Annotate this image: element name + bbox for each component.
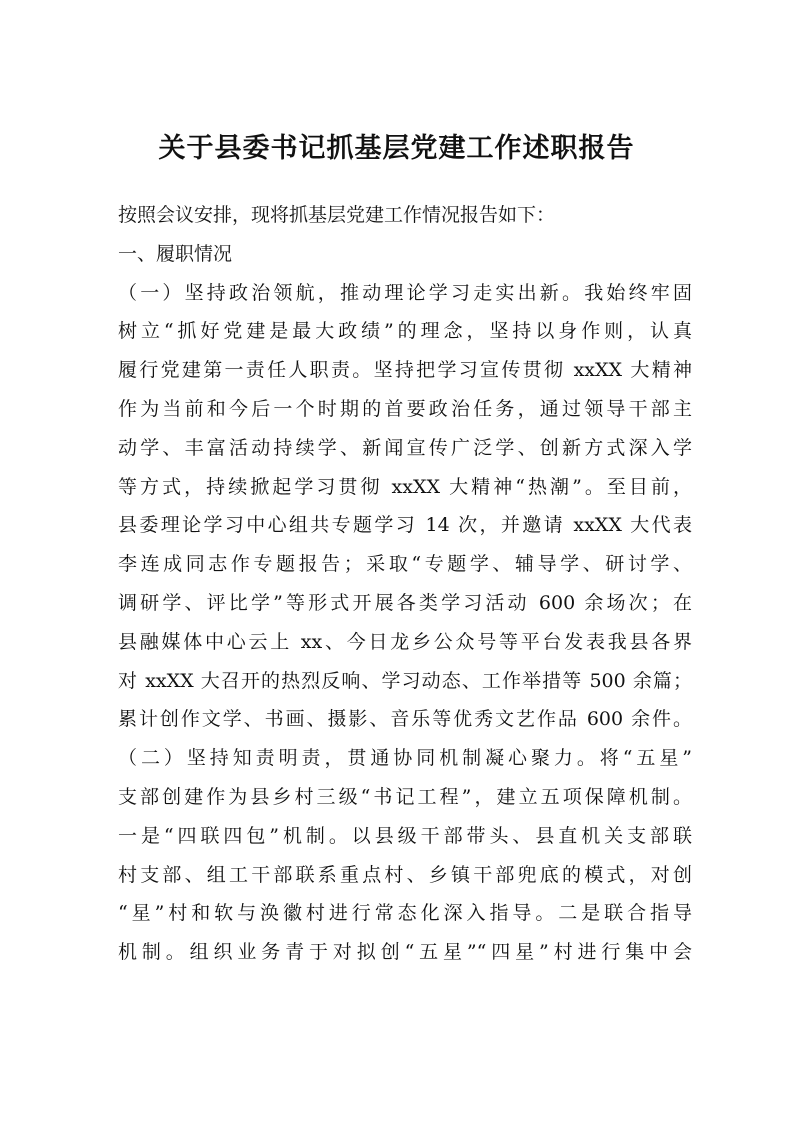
paragraph-line: 县融媒体中心云上 xx、今日龙乡公众号等平台发表我县各界 <box>118 630 692 653</box>
paragraph-line: 对 xxXX 大召开的热烈反响、学习动态、工作举措等 500 余篇； <box>118 669 692 692</box>
paragraph-line: （二）坚持知责明责，贯通协同机制凝心聚力。将“五星” <box>118 747 692 770</box>
paragraph-line: 县委理论学习中心组共专题学习 14 次，并邀请 xxXX 大代表 <box>118 514 692 537</box>
paragraph-line: 村支部、组工干部联系重点村、乡镇干部兜底的模式，对创 <box>118 863 692 886</box>
paragraph-line: “星”村和软与涣徽村进行常态化深入指导。二是联合指导 <box>118 902 692 925</box>
paragraph-line: 一是“四联四包”机制。以县级干部带头、县直机关支部联 <box>118 824 692 847</box>
paragraph-line: 等方式，持续掀起学习贯彻 xxXX 大精神“热潮”。至目前， <box>118 475 692 498</box>
paragraph-line: 履行党建第一责任人职责。坚持把学习宣传贯彻 xxXX 大精神 <box>118 359 692 382</box>
paragraph-line: 按照会议安排，现将抓基层党建工作情况报告如下： <box>118 204 556 226</box>
paragraph-line: 机制。组织业务青于对拟创“五星”“四星”村进行集中会 <box>118 941 692 964</box>
paragraph-line: 李连成同志作专题报告；采取“专题学、辅导学、研讨学、 <box>118 553 692 576</box>
paragraph-line: 树立“抓好党建是最大政绩”的理念，坚持以身作则，认真 <box>118 320 692 343</box>
paragraph-line: 累计创作文学、书画、摄影、音乐等优秀文艺作品 600 余件。 <box>118 708 692 731</box>
paragraph-line: 作为当前和今后一个时期的首要政治任务，通过领导干部主 <box>118 397 692 420</box>
paragraph-line: 动学、丰富活动持续学、新闻宣传广泛学、创新方式深入学 <box>118 436 692 459</box>
document-title: 关于县委书记抓基层党建工作述职报告 <box>158 133 635 164</box>
paragraph-line: （一）坚持政治领航，推动理论学习走实出新。我始终牢固 <box>118 281 692 304</box>
paragraph-line: 调研学、评比学”等形式开展各类学习活动 600 余场次；在 <box>118 591 692 614</box>
paragraph-line: 支部创建作为县乡村三级“书记工程”，建立五项保障机制。 <box>118 785 692 808</box>
section-heading: 一、履职情况 <box>118 242 233 265</box>
document-body <box>118 196 692 972</box>
